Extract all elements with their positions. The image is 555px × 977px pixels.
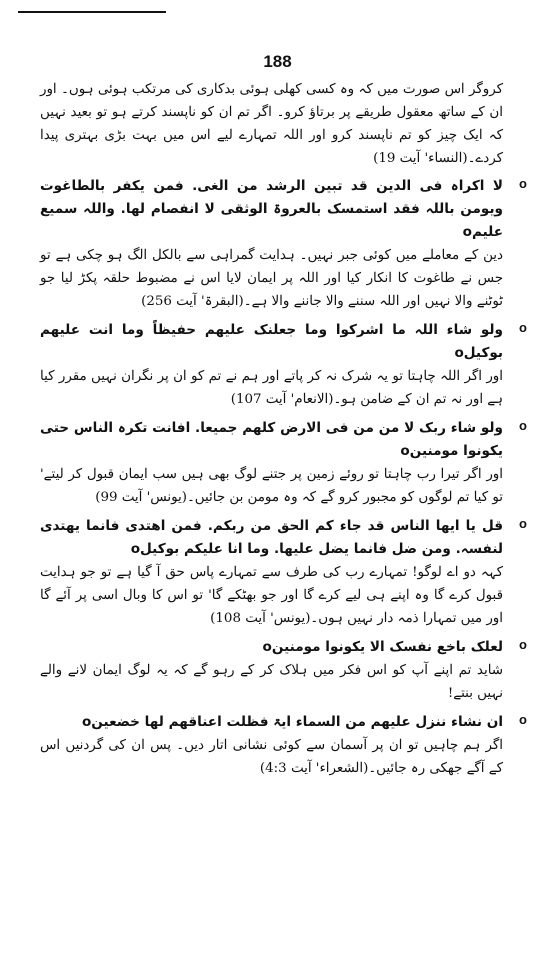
arabic-verse: ان نشاء ننزل علیھم من السماء ایۃ فظلت اعناقھم لھا خضعینo: [81, 714, 503, 730]
bullet-icon: o: [519, 418, 527, 433]
urdu-translation: اور اگر تیرا رب چاہتا تو روئے زمین پر جتنے لوگ بھی ہیں سب ایمان قبول کر لیتے' تو کیا تم لوگوں کو مجبور کرو گے کہ وہ مومن بن جائیں۔(یونس' آیت 99): [40, 467, 503, 505]
arabic-verse: قل یا ایھا الناس قد جاء کم الحق من ربکم. فمن اھتدی فانما یھتدی لنفسہ. ومن ضل فانما یضل علیھا. وما انا علیکم بوکیلo: [40, 518, 503, 557]
arabic-verse: لعلک باخع نفسک الا یکونوا مومنینo: [262, 639, 503, 655]
verse-entry: [40, 175, 527, 313]
bullet-icon: o: [519, 516, 527, 531]
bullet-icon: o: [519, 637, 527, 652]
arabic-verse: لا اکراہ فی الدین قد تبین الرشد من الغی. فمن یکفر بالطاغوت ویومن باللہ فقد استمسک بالعروۃ الوثقی لا انفصام لھا. واللہ سمیع علیمo: [40, 178, 503, 240]
verse-entry: [40, 515, 527, 630]
arabic-verse: ولو شاء ربک لا من من فی الارض کلھم جمیعا. افانت تکرہ الناس حتی یکونوا مومنینo: [40, 420, 503, 459]
urdu-translation: اور اگر اللہ چاہتا تو یہ شرک نہ کر پاتے اور ہم نے تم کو ان پر نگران نہیں مقرر کیا ہے اور نہ تم ان کے ضامن ہو۔(الانعام' آیت 107): [40, 369, 503, 407]
page-number: 188: [263, 52, 292, 71]
bullet-icon: o: [519, 176, 527, 191]
verse-entry: [40, 417, 527, 509]
top-rule: [18, 11, 166, 13]
bullet-icon: o: [519, 712, 527, 727]
bullet-icon: o: [519, 320, 527, 335]
urdu-translation: دین کے معاملے میں کوئی جبر نہیں۔ ہدایت گمراہی سے بالکل الگ ہو چکی ہے تو جس نے طاغوت کا انکار کیا اور اللہ پر ایمان لایا اس نے مضبوط حلقہ پکڑ لیا جو ٹوٹنے والا نہیں اور اللہ سننے والا جاننے والا ہے۔(البقرۃ' آیت 256): [40, 248, 503, 309]
urdu-translation: کہہ دو اے لوگو! تمہارے رب کی طرف سے تمہارے پاس حق آ گیا ہے تو جو ہدایت قبول کرے گا وہ اپنے ہی لیے کرے گا اور جو بھٹکے گا' تو اس کا وبال اسی پر آئے گا اور میں تمہارا ذمہ دار نہیں ہوں۔(یونس' آیت 108): [40, 565, 503, 626]
intro-paragraph: کروگر اس صورت میں کہ وہ کسی کھلی ہوئی بدکاری کی مرتکب ہوئی ہوں۔ اور ان کے ساتھ معقول طریقے پر برتاؤ کرو۔ اگر تم ان کو ناپسند کرتے ہو تو بعید نہیں کہ ایک چیز کو تم ناپسند کرو اور اللہ تمہارے لیے اس میں بہت بڑی بہتری پیدا کردے۔(النساء' آیت 19): [40, 82, 503, 166]
verse-entry: [40, 636, 527, 705]
verse-entry: [40, 319, 527, 411]
urdu-translation: شاید تم اپنے آپ کو اس فکر میں ہلاک کر کے رہو گے کہ یہ لوگ ایمان لانے والے نہیں بنتے!: [40, 663, 503, 701]
arabic-verse: ولو شاء اللہ ما اشرکوا وما جعلنک علیھم حفیظاً وما انت علیھم بوکیلo: [40, 322, 503, 361]
verse-entry: [40, 711, 527, 780]
page-body: [40, 78, 527, 786]
urdu-translation: اگر ہم چاہیں تو ان پر آسمان سے کوئی نشانی اتار دیں۔ پس ان کی گردنیں اس کے آگے جھکی رہ جائیں۔(الشعراء' آیت 4:3): [40, 738, 503, 776]
